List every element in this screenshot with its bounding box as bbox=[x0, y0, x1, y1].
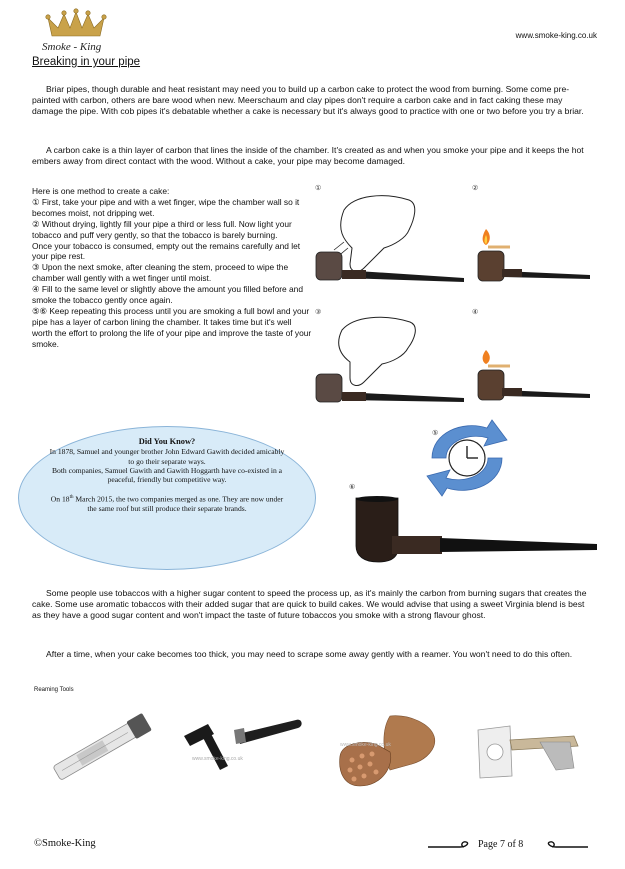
hand-wiping-pipe-illustration-2 bbox=[314, 312, 474, 412]
figure-number-1: ① bbox=[315, 185, 322, 192]
paragraph-reamer: After a time, when your cake becomes too thick, you may need to scrape some away gently with a reamer. You won't need to do this often. bbox=[46, 649, 573, 659]
page-title: Breaking in your pipe bbox=[32, 56, 141, 68]
step-2: ② Without drying, lightly fill your pipe a third or less full. Now light your tobacco and puff very gently, so that the tobacco is barely burning. bbox=[32, 218, 292, 240]
figure-number-4: ④ bbox=[472, 309, 479, 316]
page-number: Page 7 of 8 bbox=[478, 839, 524, 850]
folding-reamer-image bbox=[470, 716, 590, 786]
step-3: ③ Upon the next smoke, after cleaning the stem, proceed to wipe the chamber wall gently with a wet finger until moist. bbox=[32, 262, 289, 284]
spiked-reamer-image bbox=[330, 712, 450, 792]
step-1: ① First, take your pipe and with a wet finger, wipe the chamber wall so it becomes moist, not dripping wet. bbox=[32, 196, 300, 218]
t-handle-reamer-image bbox=[178, 712, 308, 784]
steps-intro: Here is one method to create a cake: bbox=[32, 186, 170, 196]
paragraph-carbon-cake: A carbon cake is a thin layer of carbon that lines the inside of the chamber. It's created as and when you smoke your pipe and it keeps the hot embers away from direct contact with the wood. Without a cake, your pipe may become damaged. bbox=[32, 145, 584, 167]
did-you-know-title: Did You Know? bbox=[138, 437, 196, 446]
paragraph-briar: Briar pipes, though durable and heat resistant may need you to build up a carbon cake to protect the wood from burning. Some come pre-painted with carbon, others are bare wood when new. Meerschaum and clay pipes don't require a carbon cake and in fact caking these may damage the pipe. With cob pipes it's debatable whether a cake is necessary but it's always good to practice with one or two before you try a briar. bbox=[32, 84, 584, 117]
repeat-cycle-clock-illustration bbox=[402, 418, 532, 498]
lighting-pipe-illustration bbox=[470, 225, 600, 295]
did-you-know-text-3: On 18th March 2015, the two companies merged as one. They are now under the same roof but still produce their separate brands. bbox=[50, 495, 284, 514]
website-url: www.smoke-king.co.uk bbox=[515, 31, 597, 40]
finished-pipe-illustration bbox=[352, 492, 602, 568]
step-2b: Once your tobacco is consumed, empty out the remains carefully and let your pipe rest. bbox=[32, 240, 301, 262]
right-swirl-ornament-icon bbox=[540, 841, 590, 853]
cake-steps bbox=[32, 186, 312, 350]
figure-number-5: ⑤ bbox=[432, 430, 439, 437]
reaming-tools-label: Reaming Tools bbox=[34, 687, 74, 693]
cylinder-reamer-image bbox=[36, 712, 166, 784]
smoke-king-logo bbox=[30, 6, 130, 56]
copyright: ©Smoke-King bbox=[34, 838, 96, 849]
left-swirl-ornament-icon bbox=[426, 841, 476, 853]
figure-number-3: ③ bbox=[315, 309, 322, 316]
hand-wiping-pipe-illustration bbox=[314, 190, 474, 310]
step-5-6: ⑤⑥ Keep repeating this process until you are smoking a full bowl and your pipe has a layer of carbon lining the chamber. It takes time but it's well worth the effort to prolong the life of your pipe and improve the taste of your smoke. bbox=[32, 305, 312, 349]
did-you-know-text-1: In 1878, Samuel and younger brother John Edward Gawith decided amicably to go their separate ways. bbox=[49, 447, 285, 466]
figure-number-6: ⑥ bbox=[349, 484, 356, 491]
step-4: ④ Fill to the same level or slightly above the amount you filled before and smoke the tobacco gently once again. bbox=[32, 284, 304, 306]
did-you-know-box bbox=[18, 426, 316, 570]
tool-watermark-2: www.smoke-king.co.uk bbox=[340, 742, 391, 748]
paragraph-sugar-tobacco: Some people use tobaccos with a higher sugar content to speed the process up, as it's mainly the carbon from burning sugars that creates the cake. Some use aromatic tobaccos with their added sugar that are quick to build cakes. We would advise that using a sweet Virginia blend is best as they have a good sugar content and won't impact the taste of future tobaccos you smoke with a strong flavour ghost. bbox=[32, 588, 587, 621]
did-you-know-text-2: Both companies, Samuel Gawith and Gawith Hoggarth have co-existed in a peaceful, friendly but competitive way. bbox=[51, 465, 283, 485]
tool-watermark-1: www.smoke-king.co.uk bbox=[192, 756, 243, 762]
lighting-pipe-illustration-2 bbox=[470, 350, 600, 410]
figure-number-2: ② bbox=[472, 185, 479, 192]
logo-text: Smoke - King bbox=[42, 41, 102, 53]
